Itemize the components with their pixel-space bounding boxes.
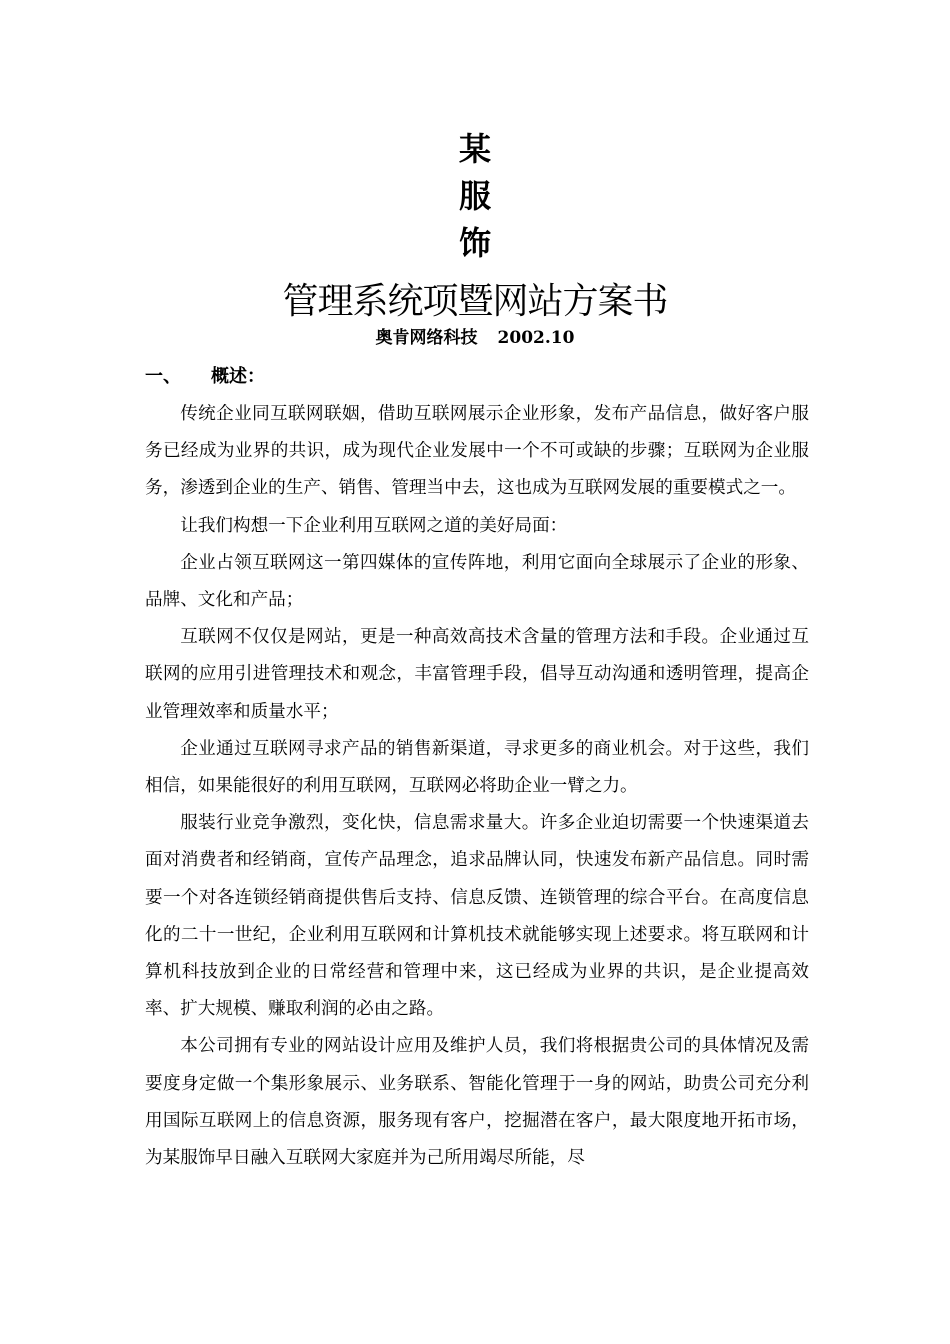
body-text	[145, 396, 809, 1177]
paragraph: 服装行业竞争激烈，变化快，信息需求量大。许多企业迫切需要一个快速渠道去面对消费者和经销商，宣传产品理念，追求品牌认同，快速发布新产品信息。同时需要一个对各连锁经销商提供售后支持、信息反馈、连锁管理的综合平台。在高度信息化的二十一世纪，企业利用互联网和计算机技术就能够实现上述要求。将互联网和计算机科技放到企业的日常经营和管理中来，这已经成为业界的共识，是企业提高效率、扩大规模、赚取利润的必由之路。	[145, 813, 809, 1020]
paragraph: 互联网不仅仅是网站，更是一种高效高技术含量的管理方法和手段。企业通过互联网的应用引进管理技术和观念，丰富管理手段，倡导互动沟通和透明管理，提高企业管理效率和质量水平；	[145, 627, 809, 722]
paragraph: 传统企业同互联网联姻，借助互联网展示企业形象，发布产品信息，做好客户服务已经成为业界的共识，成为现代企业发展中一个不可或缺的步骤；互联网为企业服务，渗透到企业的生产、销售、管理当中去，这也成为互联网发展的重要模式之一。	[145, 404, 809, 499]
title-char: 饰	[458, 224, 491, 262]
paragraph: 企业占领互联网这一第四媒体的宣传阵地，利用它面向全球展示了企业的形象、品牌、文化和产品；	[145, 552, 809, 611]
title-char: 服	[458, 177, 491, 215]
paragraph: 企业通过互联网寻求产品的销售新渠道，寻求更多的商业机会。对于这些，我们相信，如果能很好的利用互联网，互联网必将助企业一臂之力。	[145, 738, 809, 797]
document-title: 管理系统项暨网站方案书	[282, 281, 668, 322]
title-char: 某	[458, 130, 491, 168]
section-title: 概述：	[211, 366, 265, 387]
section-heading	[145, 364, 265, 390]
section-number: 一、	[145, 366, 181, 387]
paragraph: 让我们构想一下企业利用互联网之道的美好局面：	[180, 515, 568, 536]
byline-date: 2002.10	[497, 328, 575, 348]
byline	[0, 326, 950, 350]
byline-company: 奥肯网络科技	[375, 328, 478, 348]
title-vertical	[0, 126, 950, 267]
paragraph: 本公司拥有专业的网站设计应用及维护人员，我们将根据贵公司的具体情况及需要度身定做一个集形象展示、业务联系、智能化管理于一身的网站，助贵公司充分利用国际互联网上的信息资源，服务现有客户，挖掘潜在客户，最大限度地开拓市场，为某服饰早日融入互联网大家庭并为己所用竭尽所能，尽	[145, 1036, 809, 1169]
